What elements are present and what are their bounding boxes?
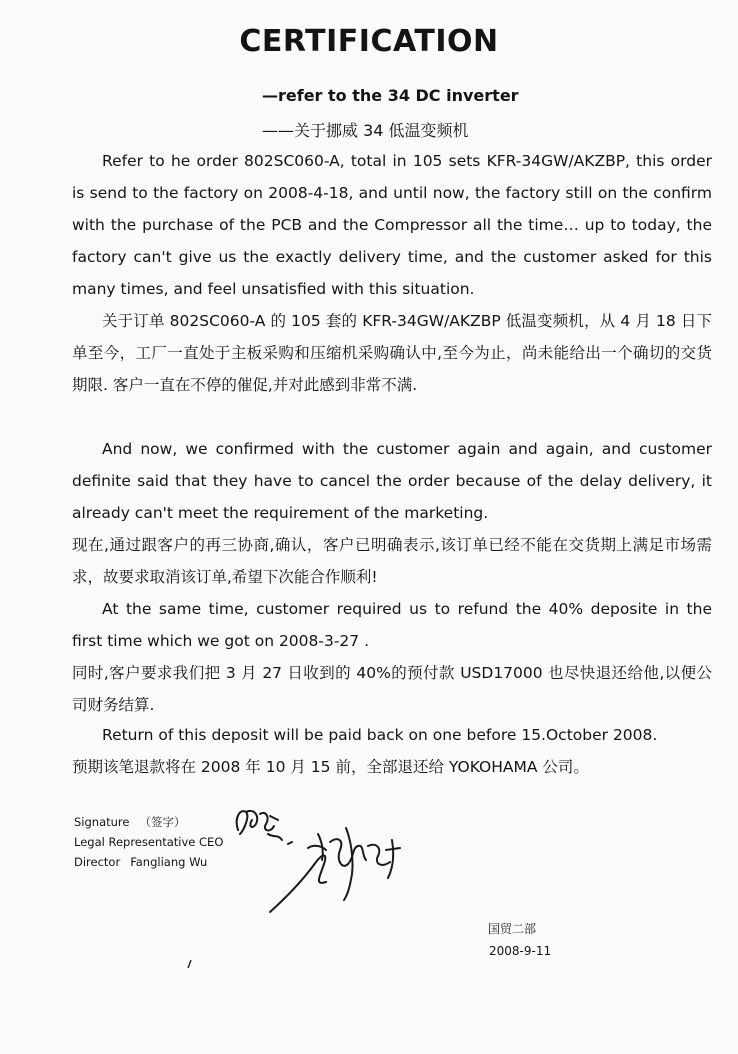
ink-mark <box>186 958 194 970</box>
document-title: CERTIFICATION <box>239 24 499 59</box>
subtitle-chinese: ——关于挪威 34 低温变频机 <box>262 121 469 140</box>
paragraph-2-english: And now, we confirmed with the customer again and again, and customer definite said that they have to cancel the order because of the delay delivery, it already can't meet the requirement of the marketing. <box>72 440 712 522</box>
document-date: 2008-9-11 <box>489 944 552 958</box>
paragraph-3-english: At the same time, customer required us to refund the 40% deposite in the first time which we got on 2008-3-27 . <box>72 600 712 650</box>
signature-label: Signature <box>74 815 130 829</box>
paragraph-1-chinese: 关于订单 802SC060-A 的 105 套的 KFR-34GW/AKZBP 低温变频机，从 4 月 18 日下单至今，工厂一直处于主板采购和压缩机采购确认中,至今为止，尚未能给出一个确切的交货期限. 客户一直在不停的催促,并对此感到非常不满. <box>72 312 712 394</box>
director-label: Director <box>74 855 121 869</box>
paragraph-1-english: Refer to he order 802SC060-A, total in 105 sets KFR-34GW/AKZBP, this order is send to the factory on 2008-4-18, and until now, the factory still on the confirm with the purchase of the PCB and the Compressor all the time… up to today, the factory can't give us the exactly delivery time, and the customer asked for this many times, and feel unsatisfied with this situation. <box>72 152 712 298</box>
signature-block <box>74 812 223 872</box>
department: 国贸二部 <box>488 922 537 936</box>
handwritten-signature <box>230 790 430 930</box>
paragraph-3-chinese: 同时,客户要求我们把 3 月 27 日收到的 40%的预付款 USD17000 也尽快退还给他,以便公司财务结算. <box>72 664 712 714</box>
paragraph-4-chinese: 预期该笔退款将在 2008 年 10 月 15 前，全部退还给 YOKOHAMA 公司。 <box>72 758 589 776</box>
paragraph-2-chinese: 现在,通过跟客户的再三协商,确认，客户已明确表示,该订单已经不能在交货期上满足市场需求，故要求取消该订单,希望下次能合作顺利! <box>72 536 712 586</box>
subtitle-english: —refer to the 34 DC inverter <box>262 86 519 105</box>
signature-label-chinese: （签字） <box>139 815 186 829</box>
paragraph-4-english: Return of this deposit will be paid back on one before 15.October 2008. <box>102 726 658 744</box>
signatory-role: Legal Representative CEO <box>74 835 224 849</box>
director-name: Fangliang Wu <box>130 855 208 869</box>
